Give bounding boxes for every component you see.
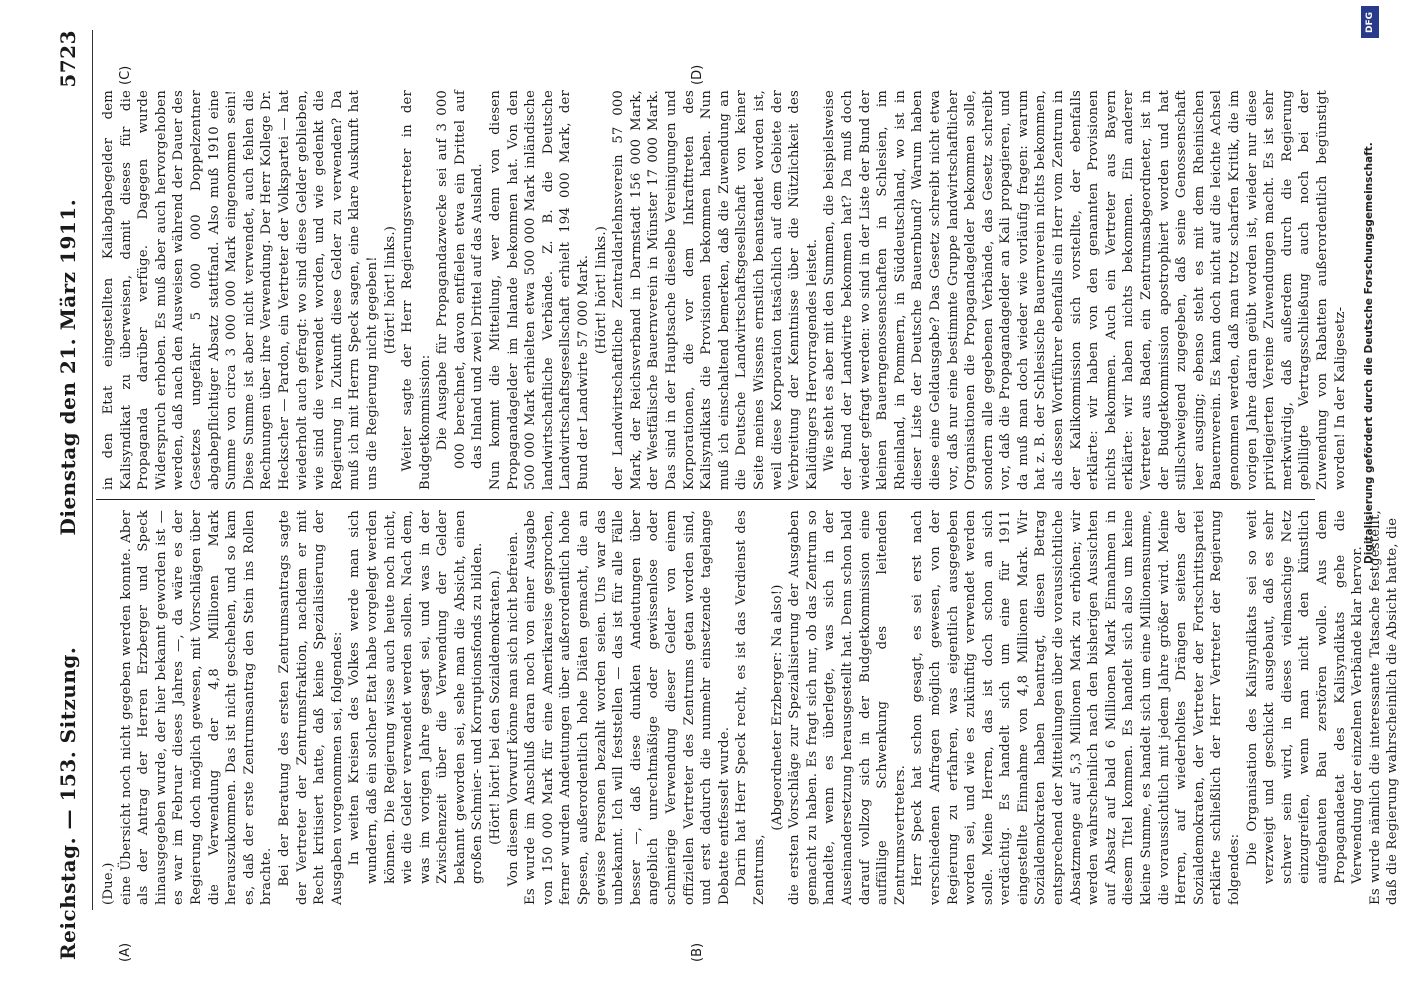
left-column-paragraph: Bei der Beratung des ersten Zentrumsantrags sagte der Vertreter der Zentrumsfraktion, nachdem er mit Recht kritisiert hatte, daß keine Spezialisierung der Ausgaben vorgenommen sei, folgendes: [276, 510, 345, 905]
margin-mark-c: (C) [118, 65, 133, 85]
digitization-sidebar [1335, 0, 1383, 1000]
margin-mark-b: (B) [690, 942, 705, 962]
left-column-paragraph: (Due.) [101, 862, 116, 905]
header-rule [92, 30, 93, 910]
left-column-paragraph: Es wurde im Anschluß daran noch von einer Ausgabe von 150 000 Mark für eine Amerikareise gesprochen, ferner wurden Andeutungen über außerordentlich hohe Spesen, außerordentlich hohe Diäten gemacht, die an gewisse Personen bezahlt worden seien. Uns war das unbekannt. Ich will feststellen — das ist für alle Fälle besser —, daß diese dunklen Andeutungen über angeblich unrechtmäßige oder gewissenlose oder schmierige Verwendung dieser Gelder von einem offiziellen Vertreter des Zentrums getan worden sind, und erst dadurch die nunmehr einsetzende tagelange Debatte entfesselt wurde. [523, 510, 732, 905]
page-header [48, 30, 88, 960]
left-column [100, 510, 1401, 905]
left-column-paragraph: (Hört! hört! bei den Sozialdemokraten.) [488, 570, 504, 845]
right-column-paragraph: Nun kommt die Mitteilung, wer denn von diesen Propagandagelder im Inlande bekommen hat. Von den 500 000 Mark erhielten etwa 500 000 Mark inländische landwirtschaftliche Verbände. Z. B. die Deutsche Landwirtschaftsgesellschaft erhielt 194 000 Mark, der Bund der Landwirte 57 000 Mark. [488, 90, 592, 490]
header-left: Reichstag. — 153. Sitzung. [56, 646, 80, 960]
left-column-paragraph: Die Organisation des Kalisyndikats sei so weit verzweigt und geschickt ausgebaut, daß es sehr schwer sein wird, in dieses vielmaschige Netz einzugreifen, wenn man nicht den künstlich aufgebauten Bau zerstören wolle. Aus dem Propagandaetat des Kalisyndikats gehe die Verwendung der einzelnen Verbände klar hervor. [1244, 510, 1366, 884]
right-column-paragraph: (Hört! hört! links.) [593, 225, 609, 355]
column-divider [96, 499, 1315, 500]
margin-mark-a: (A) [118, 942, 133, 962]
right-column [100, 90, 1348, 490]
left-column-paragraph: Darin hat Herr Speck recht, es ist das Verdienst des Zentrums, [734, 510, 767, 905]
page-number: 5723 [56, 30, 80, 88]
dfg-logo: DFG [1361, 6, 1379, 38]
right-column-paragraph: Weiter sagte der Herr Regierungsvertreter in der Budgetkommission: [400, 90, 433, 490]
left-column-paragraph: In weiten Kreisen des Volkes werde man sich wundern, daß ein solcher Etat habe vorgelegt werden können. Die Regierung wisse auch heute noch nicht, wie die Gelder verwendet werden sollen. Nach dem, was im vorigen Jahre gesagt sei, und was in der Zwischenzeit über die Verwendung der Gelder bekannt geworden sei, sehe man die Absicht, einen großen Schmier- und Korruptionsfonds zu bilden. [347, 510, 486, 884]
left-column-paragraph: Von diesem Vorwurf könne man sich nicht befreien. [505, 531, 521, 887]
left-column-paragraph: Herr Speck hat schon gesagt, es sei erst nach verschiedenen Anfragen möglich gewesen, von der Regierung zu erfahren, was eigentlich ausgegeben worden sei, und wie es zukünftig verwendet werden solle. Meine Herren, das ist doch schon an sich verdächtig. Es handelt sich um eine für 1911 eingestellte Einnahme von 4,8 Millionen Mark. Wir Sozialdemokraten haben beantragt, diesen Betrag entsprechend der Mitteilungen über die voraussichtliche Absatzmenge auf 5,3 Millionen Mark zu erhöhen; wir werden wahrscheinlich nach den bisherigen Aussichten auf Absatz auf bald 6 Millionen Mark Einnahmen in diesem Titel kommen. Es handelt sich also um keine kleine Summe, es handelt sich um eine Millionensumme, die voraussichtlich mit jedem Jahre größer wird. Meine Herren, auf wiederholtes Drängen seitens der Sozialdemokraten, der Vertreter der Fortschrittspartei erklärte schließlich der Herr Vertreter der Regierung folgendes: [910, 510, 1242, 905]
right-column-paragraph: der Landwirtschaftliche Zentraldarlehnsverein 57 000 Mark, der Reichsverband in Darmstadt 156 000 Mark, der Westfälische Bauernverein in Münster 17 000 Mark. Das sind in der Hauptsache dieselbe Vereinigungen und Korporationen, die vor dem Inkrafttreten des Kalisyndikats die Provisionen bekommen haben. Nun muß ich einschaltend bemerken, daß die Zuwendung an die Deutsche Landwirtschaftsgesellschaft von keiner Seite meines Wissens ernstlich beanstandet worden ist, weil diese Korporation tatsächlich auf dem Gebiete der Verbreitung der Kenntnisse über die Nützlichkeit des Kalidüngers Hervorragendes leistet. [611, 90, 820, 490]
right-column-paragraph: (Hört! hört! links.) [382, 225, 398, 355]
digitization-credit: Digitalisierung gefördert durch die Deutsche Forschungsgemeinschaft. [1363, 142, 1375, 564]
right-column-paragraph: in den Etat eingestellten Kaliabgabegelder dem Kalisyndikat zu überweisen, damit dieses für die Propaganda darüber verfüge. Dagegen wurde Widerspruch erhoben. Es muß aber auch hervorgehoben werden, daß nach den Ausweisen während der Dauer des Gesetzes ungefähr 5 000 000 Doppelzentner abgabepflichtiger Absatz stattfand. Also muß 1910 eine Summe von circa 3 000 000 Mark eingenommen sein! Diese Summe ist aber nicht verwendet, auch fehlen die Rechnungen über ihre Verwendung. Der Herr Kollege Dr. Heckscher — Pardon, ein Vertreter der Volkspartei — hat wiederholt auch gefragt: wo sind diese Gelder geblieben, wie sind die verwendet worden, und wie gedenkt die Regierung in Zukunft diese Gelder zu verwenden? Da muß ich mit Herrn Speck sagen, eine klare Auskunft hat uns die Regierung nicht gegeben! [101, 90, 380, 490]
left-column-paragraph: die ersten Vorschläge zur Spezialisierung der Ausgaben gemacht zu haben. Es fragt sich nur, ob das Zentrum so handelte, wenn es überlegte, was sich in der Auseinandersetzung herausgestellt hat. Denn schon bald darauf vollzog sich in der Budgetkommission eine auffällige Schwenkung des leitenden Zentrumsvertreters. [787, 510, 908, 905]
right-column-paragraph: Die Ausgabe für Propagandazwecke sei auf 3 000 000 berechnet, davon entfielen etwa ein Drittel auf das Inland und zwei Drittel auf das Ausland. [435, 90, 486, 469]
left-column-paragraph: (Abgeordneter Erzberger: Na also!) [769, 584, 785, 831]
header-date: Dienstag den 21. März 1911. [56, 198, 80, 536]
left-column-paragraph: eine Übersicht noch nicht gegeben werden konnte. Aber als der Antrag der Herren Erzberger und Speck hinausgegeben wurde, der hier bekannt geworden ist — es war im Februar dieses Jahres —, da wäre es der Regierung doch möglich gewesen, mit Vorschlägen über die Verwendung der 4,8 Millionen Mark herauszukommen. Das ist nicht geschehen, und so kam es, daß der erste Zentrumsantrag den Stein ins Rollen brachte. [118, 510, 275, 905]
right-column-paragraph: Wie steht es aber mit den Summen, die beispielsweise der Bund der Landwirte bekommen hat? Da muß doch wieder gefragt werden: wo sind in der Liste der Bund der kleinen Bauerngenossenschaften in Schlesien, im Rheinland, in Pommern, in Süddeutschland, wo ist in dieser Liste der Deutsche Bauernbund? Warum haben diese eine Geldausgabe? Das Gesetz schreibt nicht etwa vor, daß nur eine bestimmte Gruppe landwirtschaftlicher Organisationen die Propagandagelder bekommen solle, sondern alle gegebenen Verbände, das Gesetz schreibt vor, daß die Propagandagelder an Kali propagieren, und da muß man doch wieder wie vorläufig fragen: warum hat z. B. der Schlesische Bauernverein nichts bekommen, als dessen Wortführer ebenfalls ein Herr vom Zentrum in der Kalikommission sich vorstellte, der ebenfalls erklärte: wir haben von den genannten Provisionen nichts bekommen. Auch ein Vertreter aus Bayern erklärte: wir haben nichts bekommen. Ein anderer Vertreter aus Baden, ein Zentrumsabgeordneter, ist in der Budgetkommission apostrophiert worden und hat stillschweigend zugegeben, daß seine Genossenschaft leer ausging; ebenso steht es mit dem Rheinischen Bauernverein. Es kann doch nicht auf die leichte Achsel genommen werden, daß man trotz scharfen Kritik, die im vorigen Jahre daran geübt worden ist, wieder nur diese privilegierten Vereine Zuwendungen macht. Es ist sehr merkwürdig, daß außerdem durch die Regierung gebilligte Vertragsschließung auch noch bei der Zuwendung von Rabatten außerordentlich begünstigt worden! In der Kaligesetz- [822, 90, 1348, 490]
margin-mark-d: (D) [690, 64, 705, 85]
left-column-paragraph: Es wurde nämlich die interessante Tatsache festgestellt, daß die Regierung wahrscheinlich die Absicht hatte, die [1367, 510, 1401, 905]
